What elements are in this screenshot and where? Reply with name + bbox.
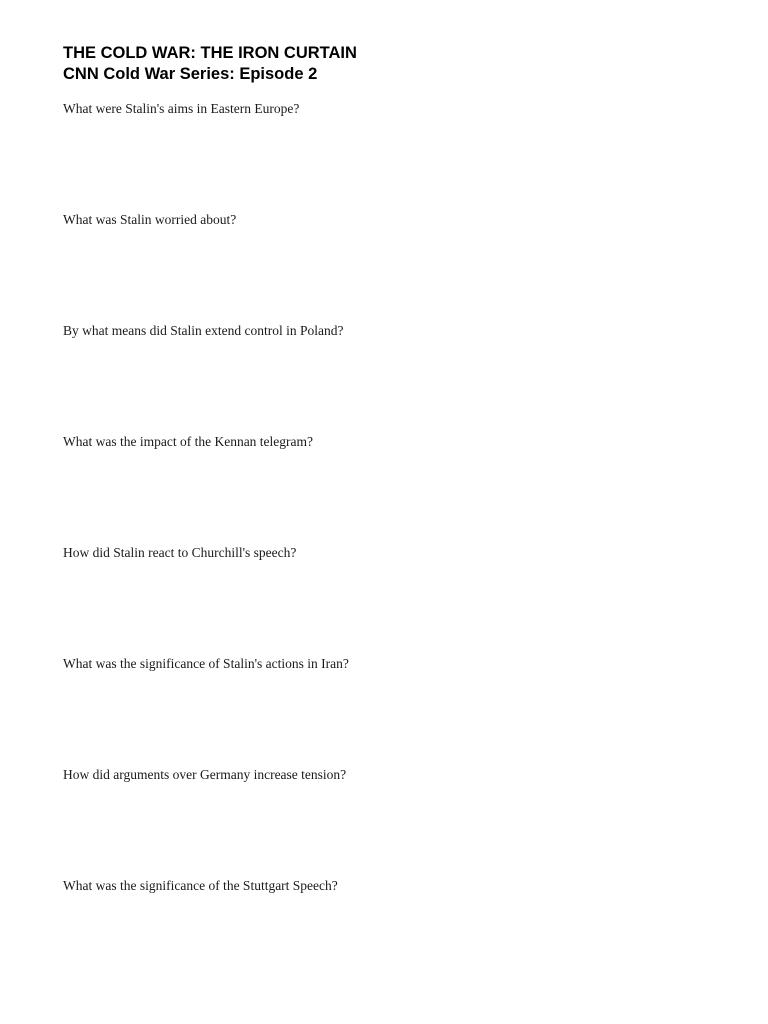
question-item bbox=[63, 100, 723, 211]
question-item bbox=[63, 211, 723, 322]
question-item bbox=[63, 433, 723, 544]
question-text: What was the impact of the Kennan telegram? bbox=[63, 434, 314, 449]
question-text: What was Stalin worried about? bbox=[63, 212, 237, 227]
question-text: How did Stalin react to Churchill's speech? bbox=[63, 545, 297, 560]
question-item bbox=[63, 544, 723, 655]
question-text: How did arguments over Germany increase tension? bbox=[63, 767, 347, 782]
question-item bbox=[63, 322, 723, 433]
question-text: What was the significance of the Stuttgart Speech? bbox=[63, 878, 338, 893]
worksheet-subtitle: CNN Cold War Series: Episode 2 bbox=[63, 65, 318, 83]
question-item bbox=[63, 766, 723, 877]
question-text: What was the significance of Stalin's actions in Iran? bbox=[63, 656, 349, 671]
question-text: By what means did Stalin extend control in Poland? bbox=[63, 323, 344, 338]
question-item bbox=[63, 655, 723, 766]
question-list bbox=[63, 100, 723, 988]
question-text: What were Stalin's aims in Eastern Europe? bbox=[63, 101, 300, 116]
worksheet-header bbox=[63, 43, 703, 85]
question-item bbox=[63, 877, 723, 988]
worksheet-title: THE COLD WAR: THE IRON CURTAIN bbox=[63, 44, 357, 62]
